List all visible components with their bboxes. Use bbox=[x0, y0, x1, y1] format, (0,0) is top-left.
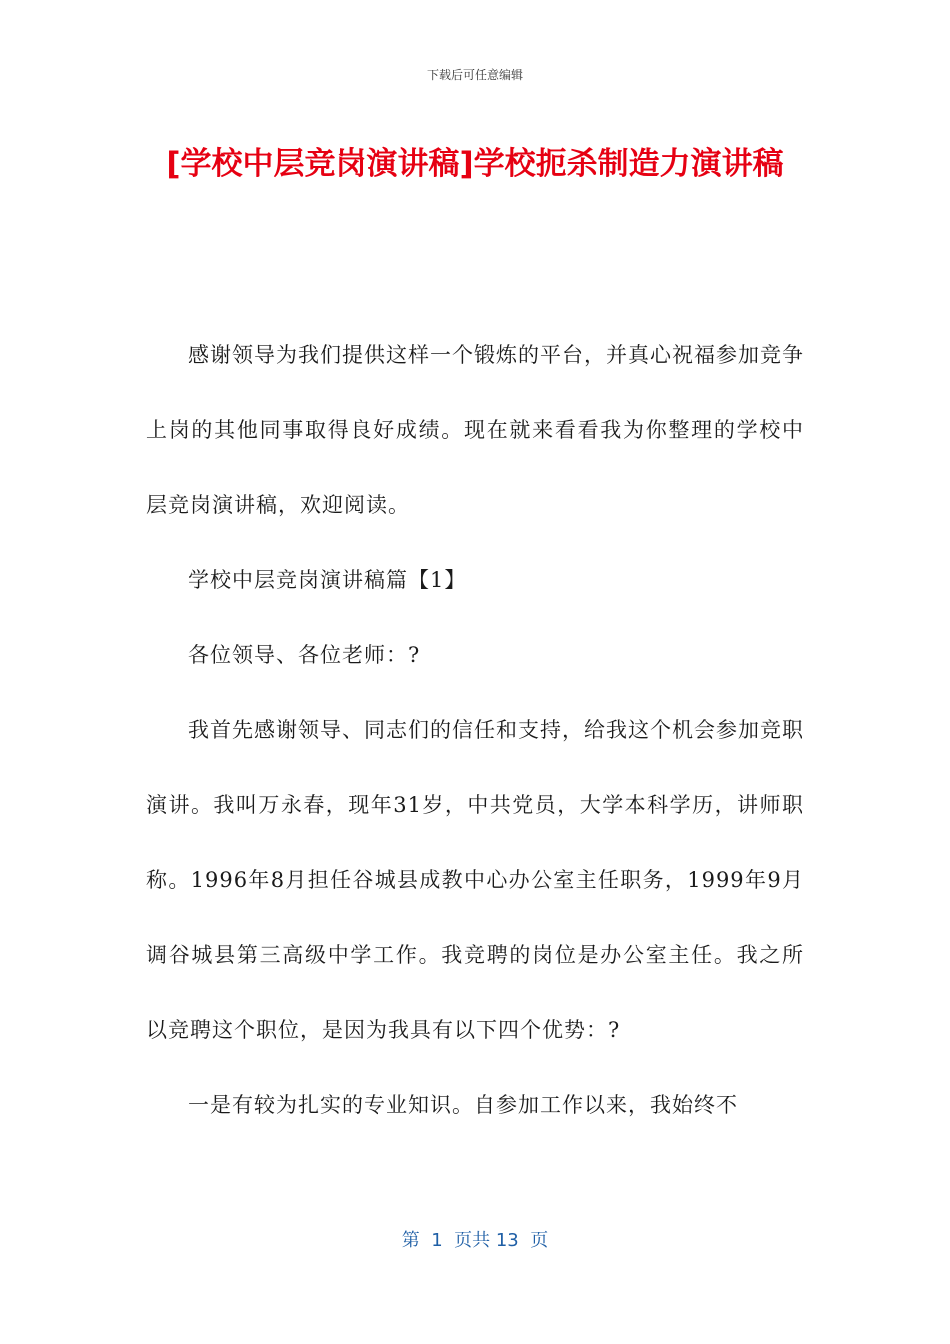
document-body bbox=[146, 318, 804, 1143]
paragraph-first-advantage: 一是有较为扎实的专业知识。自参加工作以来，我始终不 bbox=[188, 1093, 738, 1117]
paragraph-section-heading: 学校中层竞岗演讲稿篇【1】 bbox=[188, 568, 467, 592]
paragraph-self-introduction: 我首先感谢领导、同志们的信任和支持，给我这个机会参加竞职演讲。我叫万永春，现年31岁，中共党员，大学本科学历，讲师职称。1996年8月担任谷城县成教中心办公室主任职务，1999年9月调谷城县第三高级中学工作。我竞聘的岗位是办公室主任。我之所以竞聘这个职位，是因为我具有以下四个优势：? bbox=[146, 718, 804, 1042]
header-note: 下载后可任意编辑 bbox=[426, 68, 523, 82]
paragraph-intro: 感谢领导为我们提供这样一个锻炼的平台，并真心祝福参加竞争上岗的其他同事取得良好成绩。现在就来看看我为你整理的学校中层竞岗演讲稿，欢迎阅读。 bbox=[146, 343, 804, 517]
document-title: [学校中层竞岗演讲稿]学校扼杀制造力演讲稿 bbox=[166, 146, 784, 182]
page-number-footer: 第 1 页共 13 页 bbox=[401, 1230, 549, 1251]
paragraph-salutation: 各位领导、各位老师：? bbox=[188, 643, 421, 667]
